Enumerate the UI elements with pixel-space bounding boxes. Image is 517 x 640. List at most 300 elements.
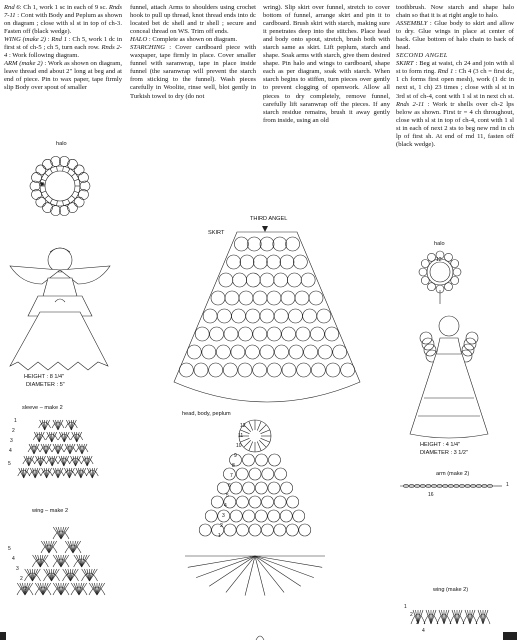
skirt-loop: [233, 273, 247, 287]
height-left: HEIGHT : 8 1/4": [24, 374, 65, 380]
wing-stitch: [483, 610, 486, 624]
head-stitch: [249, 442, 253, 451]
sleeve-stitch: [64, 432, 67, 442]
sleeve-stitch: [56, 468, 59, 478]
sleeve-stitch: [67, 468, 70, 478]
sleeve-stitch: [77, 432, 80, 442]
wing-stitch: [470, 610, 475, 624]
halo-spoke: [63, 166, 64, 171]
arm-label-right: arm (make 2): [436, 471, 470, 477]
skirt-loop: [217, 309, 231, 323]
sleeve-diagram: [8, 412, 108, 502]
skirt-loop: [209, 363, 223, 377]
halo-loop: [451, 277, 459, 285]
halo-spoke: [57, 201, 58, 206]
skirt-diagram: [172, 232, 362, 412]
paragraph: WING (make 2) : Rnd 1 : Ch 5, work 1 dc in first st of ch-5 ; ch 5, turn each row. Rnds 2-4 : Work following diagram.: [4, 36, 122, 60]
wing-stitch: [61, 583, 66, 595]
sleeve-stitch: [85, 456, 88, 466]
sleeve-stitch: [56, 420, 59, 430]
head-stitch: [261, 430, 270, 434]
wing-stitch: [61, 555, 66, 567]
skirt-loop: [317, 309, 331, 323]
skirt-loop: [253, 255, 267, 269]
wing-label-left: wing – make 2: [32, 508, 69, 514]
skirt-loop: [232, 309, 246, 323]
sleeve-stitch: [92, 468, 95, 478]
wing-right-num: 2: [410, 612, 413, 618]
sleeve-stitch: [52, 432, 55, 442]
sleeve-stitch: [90, 468, 93, 478]
skirt-loop: [253, 291, 267, 305]
skirt-loop: [203, 309, 217, 323]
skirt-loop: [179, 363, 193, 377]
body-loop: [224, 524, 236, 536]
body-loop: [243, 454, 255, 466]
peplum-stitch: [188, 556, 255, 567]
skirt-loop: [273, 237, 287, 251]
sleeve-stitch: [39, 432, 42, 442]
body-loop: [261, 524, 273, 536]
body-loop: [293, 510, 305, 522]
wing-stitch: [92, 583, 97, 595]
wing-stitch: [465, 610, 470, 624]
paragraph: ARM (make 2) : Work as shown on diagram, leave thread end about 2" long at beg and at end of piece. Pin to wax paper, tape firmly slip Body over spout of smaller: [4, 60, 122, 92]
skirt-loop: [253, 363, 267, 377]
body-loop: [230, 510, 242, 522]
wing-stitch: [40, 555, 45, 567]
head-stitch: [249, 421, 253, 430]
sleeve-stitch: [47, 468, 50, 478]
skirt-loop: [304, 345, 318, 359]
sleeve-stitch: [56, 444, 59, 454]
halo-loop: [74, 165, 84, 175]
hbp-num: 10: [236, 443, 242, 449]
skirt-loop: [227, 255, 241, 269]
sleeve-stitch: [26, 456, 29, 466]
skirt-loop: [240, 255, 254, 269]
skirt-loop: [326, 363, 340, 377]
body-loop: [236, 468, 248, 480]
wing-loop: [462, 344, 474, 356]
head-stitch: [261, 438, 270, 442]
hbp-num: 9: [234, 453, 237, 459]
sleeve-num: 1: [14, 418, 17, 424]
body-loop: [268, 482, 280, 494]
wing-stitch: [439, 610, 444, 624]
wing-stitch: [73, 541, 78, 553]
wing-stitch: [431, 610, 436, 624]
sleeve-stitch: [58, 444, 61, 454]
sleeve-stitch: [70, 444, 73, 454]
paragraph: STARCHING : Cover cardboard piece with waxpaper, tape firmly in place. Cover smaller funnel with saranwrap, tape in place inside funnel (the saranwrap will prevent the starch from sticking to the funnel). Wash pieces carefully in Woolite, rinse well, blot gently in Turkish towel to dry (do not: [130, 44, 256, 100]
halo-spoke: [50, 199, 53, 203]
halo-label-right: halo: [434, 241, 445, 247]
wing-stitch: [43, 583, 48, 595]
halo-loop: [453, 268, 461, 276]
body-loop: [199, 524, 211, 536]
wing-stitch: [49, 541, 54, 553]
halo-spoke: [71, 196, 75, 199]
body-loop: [280, 510, 292, 522]
paragraph: ASSEMBLY : Glue body to skirt and allow to dry. Glue wings in place at center of back. Glue bottom of halo chain to back of head.: [396, 20, 514, 52]
wing-stitch: [444, 610, 447, 624]
skirt-loop: [275, 345, 289, 359]
skirt-loop: [260, 273, 274, 287]
wing-loop: [420, 332, 432, 344]
wing-stitch: [452, 610, 457, 624]
halo-diagram-left: [15, 147, 105, 225]
body-loop: [255, 510, 267, 522]
halo-loop: [428, 283, 436, 291]
wing-stitch: [56, 555, 61, 567]
wing-stitch: [90, 569, 95, 581]
skirt-loop: [238, 363, 252, 377]
wing-loop: [466, 332, 478, 344]
wing-num: 4: [12, 556, 15, 562]
head-stitch: [259, 425, 266, 432]
halo-loop: [43, 203, 53, 213]
sleeve-stitch: [21, 468, 24, 478]
sleeve-stitch: [41, 456, 44, 466]
sleeve-stitch: [62, 432, 65, 442]
wing-stitch: [82, 555, 87, 567]
body-loop: [249, 524, 261, 536]
body-loop: [256, 454, 268, 466]
halo-spoke: [74, 179, 79, 181]
wing-stitch: [481, 610, 484, 624]
wing-loop: [464, 338, 476, 350]
skirt-loop: [293, 255, 307, 269]
body-loop: [269, 454, 281, 466]
body-loop: [249, 468, 261, 480]
halo-spoke: [68, 199, 71, 203]
wing-num: 2: [20, 576, 23, 582]
skirt-loop: [280, 255, 294, 269]
sleeve-num: 4: [9, 448, 12, 454]
sleeve-stitch: [78, 468, 81, 478]
hbp-num: 12: [240, 423, 246, 429]
skirt-loop: [234, 237, 248, 251]
body-loop: [274, 496, 286, 508]
body-loop: [262, 468, 274, 480]
wing-stitch: [457, 610, 462, 624]
angel-silhouette-left: [0, 240, 120, 370]
wing-diagram-left: [6, 515, 116, 610]
halo-loop: [421, 260, 429, 268]
wing-stitch: [71, 569, 76, 581]
wing-stitch: [444, 610, 449, 624]
sleeve-label: sleeve – make 2: [22, 405, 63, 411]
skirt-loop: [274, 309, 288, 323]
halo-loop: [36, 165, 46, 175]
wing-stitch: [426, 610, 431, 624]
diameter-right: DIAMETER : 3 1/2": [420, 450, 468, 456]
sleeve-stitch: [76, 456, 79, 466]
skirt-loop: [202, 345, 216, 359]
skirt-loop: [309, 291, 323, 305]
height-right: HEIGHT : 4 1/4": [420, 442, 461, 448]
sleeve-stitch: [42, 420, 45, 430]
halo-loop: [445, 253, 453, 261]
wing-stitch: [483, 610, 488, 624]
head-body-peplum-diagram: [175, 416, 355, 616]
paragraph: HALO : Complete as shown on diagram.: [130, 36, 238, 44]
body-loop: [249, 496, 261, 508]
body-loop: [211, 496, 223, 508]
diameter-left: DIAMETER : 5": [26, 382, 65, 388]
head-body-peplum-label: head, body, peplum: [182, 411, 231, 417]
skirt-loop: [296, 327, 310, 341]
peplum-stitch: [209, 556, 255, 586]
peplum-stitch: [255, 556, 301, 586]
sleeve-stitch: [32, 444, 35, 454]
wing-stitch: [97, 583, 102, 595]
halo-spoke: [50, 169, 53, 173]
body-loop: [255, 482, 267, 494]
sleeve-stitch: [34, 444, 37, 454]
body-loop: [243, 482, 255, 494]
wing-label-right: wing (make 2): [433, 587, 469, 593]
sleeve-stitch: [49, 432, 52, 442]
sleeve-stitch: [68, 444, 71, 454]
body-loop: [262, 496, 274, 508]
wing-stitch: [74, 583, 79, 595]
arm-num: 1: [506, 482, 509, 488]
body-loop: [287, 496, 299, 508]
skirt-loop: [282, 363, 296, 377]
skirt-loop: [301, 273, 315, 287]
skirt-loop: [281, 291, 295, 305]
skirt-loop: [245, 345, 259, 359]
wing-stitch: [52, 569, 57, 581]
halo-loop: [74, 197, 84, 207]
wing-stitch: [457, 610, 460, 624]
wing-stitch: [44, 541, 49, 553]
head-stitch: [259, 440, 266, 447]
sleeve-stitch: [46, 444, 49, 454]
wing-stitch: [431, 610, 434, 624]
sleeve-stitch: [29, 456, 32, 466]
page-footer-marks: [0, 632, 517, 640]
wing-num: 1: [24, 586, 27, 592]
body-loop: [299, 524, 311, 536]
skirt-loop: [286, 237, 300, 251]
paragraph: Rnd 6: Ch 1, work 1 sc in each of 9 sc. Rnds 7-11 : Cont with Body and Peplum as shown on diagram ; close with sl st in top of ch-3. Fasten off (black wedge).: [4, 4, 122, 36]
halo-spoke: [41, 179, 46, 181]
sleeve-stitch: [61, 456, 64, 466]
sleeve-stitch: [52, 456, 55, 466]
hbp-num: 5: [226, 493, 229, 499]
halo-loop: [36, 197, 46, 207]
skirt-loop: [219, 273, 233, 287]
skirt-loop: [224, 327, 238, 341]
halo-loop: [68, 203, 78, 213]
skirt-loop: [288, 309, 302, 323]
wing-stitch: [56, 583, 61, 595]
hbp-num: 1: [218, 533, 221, 539]
skirt-loop: [274, 273, 288, 287]
paragraph: funnel, attach Arms to shoulders using crochet hook to pull up thread, knot thread ends into dc located bet dc shell and tr shell ; secure and conceal thread on WS. Trim off ends.: [130, 4, 256, 36]
skirt-label: SKIRT: [208, 230, 225, 236]
sleeve-stitch: [44, 444, 47, 454]
wing-right-num: 4: [422, 628, 425, 634]
wing-stitch: [79, 583, 84, 595]
sleeve-stitch: [81, 468, 84, 478]
wing-stitch: [429, 610, 432, 624]
sleeve-stitch: [38, 456, 41, 466]
wing-stitch: [468, 610, 471, 624]
body-loop: [274, 524, 286, 536]
sleeve-stitch: [35, 468, 38, 478]
skirt-loop: [297, 363, 311, 377]
hbp-num: 6: [228, 483, 231, 489]
body-loop: [268, 510, 280, 522]
halo-spoke: [68, 169, 71, 173]
body-loop: [236, 496, 248, 508]
skirt-loop: [195, 327, 209, 341]
sleeve-stitch: [58, 468, 61, 478]
halo-loop: [428, 253, 436, 261]
skirt-loop: [267, 363, 281, 377]
sleeve-stitch: [50, 456, 53, 466]
head-stitch: [244, 440, 251, 447]
halo-spoke: [74, 191, 79, 193]
angel-silhouette-right: [404, 308, 494, 438]
hbp-num: 3: [222, 513, 225, 519]
halo-loop: [419, 268, 427, 276]
skirt-loop: [260, 237, 274, 251]
wing-stitch: [65, 569, 70, 581]
peplum-stitch: [255, 556, 322, 567]
skirt-loop: [341, 363, 355, 377]
hbp-num: 7: [230, 473, 233, 479]
skirt-loop: [211, 291, 225, 305]
skirt-loop: [318, 345, 332, 359]
skirt-loop: [260, 345, 274, 359]
halo-spoke: [45, 196, 49, 199]
sleeve-stitch: [33, 468, 36, 478]
skirt-loop: [289, 345, 303, 359]
hbp-num: 8: [232, 463, 235, 469]
wing-stitch: [35, 555, 40, 567]
sleeve-stitch: [87, 456, 90, 466]
head-stitch: [257, 442, 261, 451]
wing-stitch: [27, 569, 32, 581]
sleeve-stitch: [74, 432, 77, 442]
skirt-loop: [295, 291, 309, 305]
skirt-loop: [311, 363, 325, 377]
wing-stitch: [61, 527, 66, 539]
wing-stitch: [470, 610, 473, 624]
hbp-num: 11: [238, 433, 244, 439]
wing-num: 3: [16, 566, 19, 572]
text-column-2: [130, 4, 256, 101]
halo-right-num: 12: [436, 257, 442, 263]
body-loop: [275, 468, 287, 480]
sleeve-stitch: [80, 444, 83, 454]
wing-loop: [422, 338, 434, 350]
hbp-num: 4: [224, 503, 227, 509]
skirt-loop: [225, 291, 239, 305]
body-loop: [281, 482, 293, 494]
text-column-1: [4, 4, 122, 93]
body-loop: [230, 482, 242, 494]
sleeve-stitch: [24, 468, 26, 478]
halo-spoke: [71, 173, 75, 176]
halo-diagram-right: [410, 246, 470, 306]
wing-right-num: 3: [416, 620, 419, 626]
skirt-loop: [238, 327, 252, 341]
arm-diagram-right: [398, 478, 508, 498]
wing-stitch: [46, 569, 51, 581]
sleeve-stitch: [44, 468, 47, 478]
paragraph: toothbrush. Now starch and shape halo chain so that it is at right angle to halo.: [396, 4, 514, 20]
skirt-loop: [231, 345, 245, 359]
halo-spoke: [63, 201, 64, 206]
body-loop: [243, 510, 255, 522]
hbp-num: 2: [220, 523, 223, 529]
skirt-loop: [223, 363, 237, 377]
sleeve-stitch: [58, 420, 61, 430]
text-column-4: [396, 4, 514, 149]
body-loop: [205, 510, 217, 522]
halo-loop: [43, 159, 53, 169]
wing-stitch: [33, 569, 38, 581]
skirt-loop: [187, 345, 201, 359]
wing-stitch: [76, 555, 81, 567]
sleeve-stitch: [69, 420, 72, 430]
skirt-loop: [287, 273, 301, 287]
skirt-loop: [260, 309, 274, 323]
skirt-loop: [267, 291, 281, 305]
wing-stitch: [68, 541, 73, 553]
halo-label-left: halo: [56, 141, 67, 147]
halo-loop: [68, 159, 78, 169]
halo-spoke: [41, 191, 46, 193]
skirt-loop: [210, 327, 224, 341]
paragraph: wring). Slip skirt over funnel, stretch to cover bottom of funnel, arrange skirt and pin it to cardboard. Brush skirt with starch, making sure it penetrates deep into the stitches. Place head and body onto spout, stretch, brush both with starch same as skirt. Lift peplum, starch and shape. Soak arms with starch, give them desired shape. Pin halo and wings to cardboard, shape each as per diagram, soak with starch. When starch begins to stiffen, turn pieces over gently to prevent clogging of openwork. Allow all pieces to dry completely, remove funnel, carefully lift saranwrap off the pieces. If any starch residue remains, brush it away gently from inside, using an old: [263, 4, 390, 124]
skirt-loop: [194, 363, 208, 377]
skirt-loop: [303, 309, 317, 323]
halo-spoke: [45, 173, 49, 176]
skirt-loop: [247, 237, 261, 251]
skirt-loop: [246, 309, 260, 323]
skirt-loop: [239, 291, 253, 305]
halo-loop: [451, 260, 459, 268]
wing-loop: [424, 344, 436, 356]
skirt-loop: [267, 327, 281, 341]
paragraph: SKIRT : Beg at waist, ch 24 and join with sl st to form ring. Rnd 1 : Ch 4 (3 ch = first dc, 1 ch forms first open mesh), work (1 dc in next st, 1 ch) 23 times ; close with sl st in 3rd st of ch-4, cont with 1 sl st in next ch st. Rnds 2-11 : Work tr shells over ch-2 lps below as shown. First tr = 4 ch throughout, close with sl st in top of ch-4, cont with 1 sl st in each of next 2 sts to beg new rnd in ch lp of first sh. At end of rnd 11, fasten off (black wedge).: [396, 60, 514, 148]
section-heading: SECOND ANGEL: [396, 52, 448, 60]
body-loop: [237, 524, 249, 536]
third-angel-title: THIRD ANGEL: [250, 216, 288, 222]
wing-stitch: [84, 569, 89, 581]
sleeve-num: 5: [8, 461, 11, 467]
skirt-loop: [282, 327, 296, 341]
sleeve-num: 2: [12, 428, 15, 434]
sleeve-stitch: [69, 468, 72, 478]
sleeve-stitch: [73, 456, 76, 466]
wing-diagram-right: [400, 594, 500, 634]
halo-loop: [421, 277, 429, 285]
head-stitch: [257, 421, 261, 430]
sleeve-stitch: [71, 420, 74, 430]
halo-loop: [445, 283, 453, 291]
sleeve-stitch: [82, 444, 85, 454]
text-column-3: [263, 4, 390, 125]
halo-spoke: [57, 166, 58, 171]
